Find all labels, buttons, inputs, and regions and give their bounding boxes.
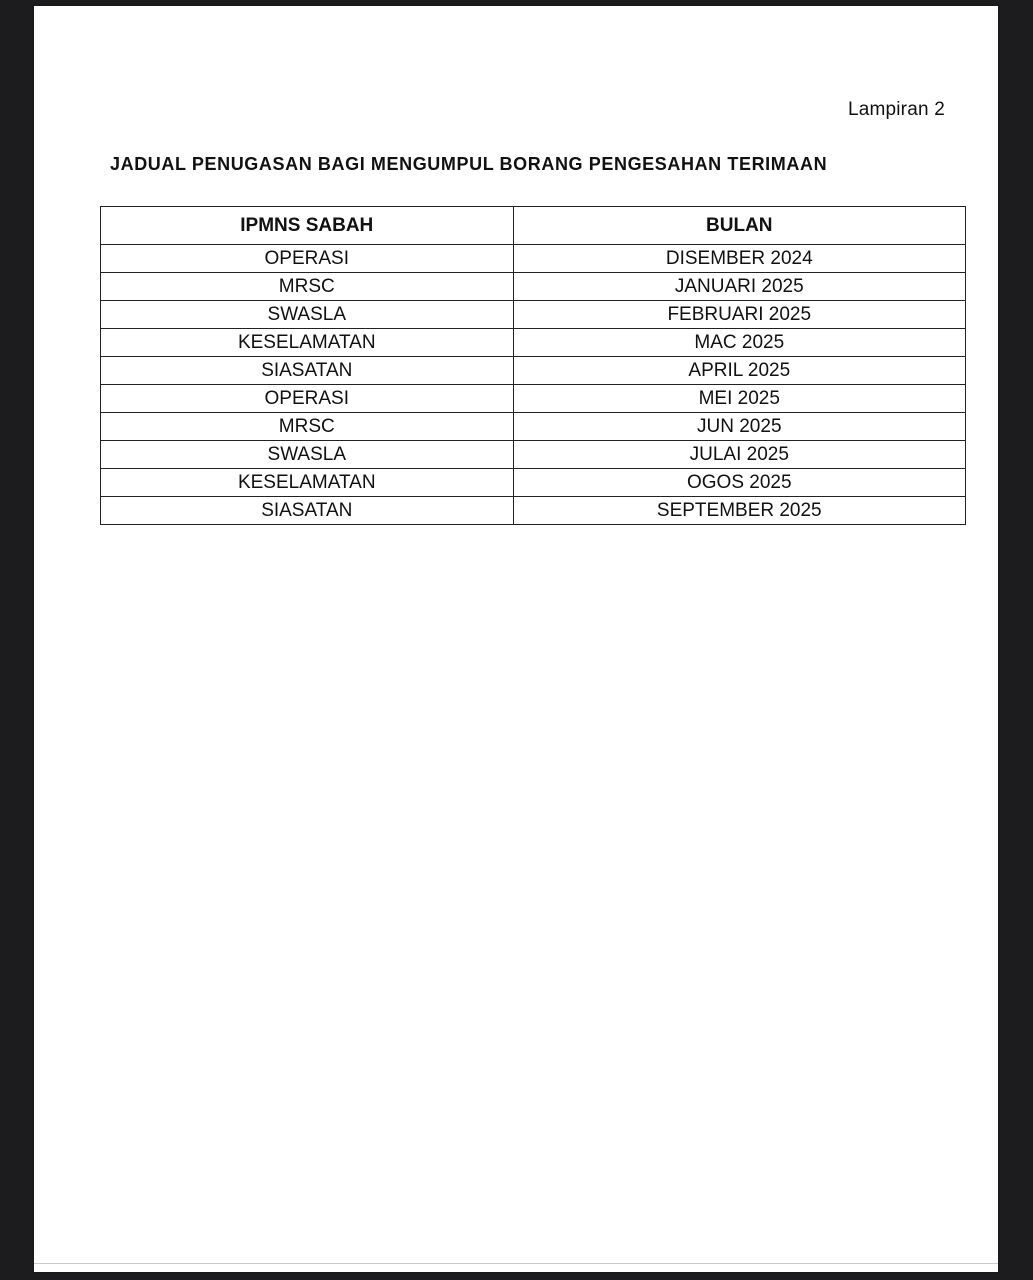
document-page [34, 6, 998, 1272]
unit-cell: SIASATAN [101, 497, 514, 525]
month-cell: MEI 2025 [513, 385, 965, 413]
table-row [101, 497, 966, 525]
unit-cell: SIASATAN [101, 357, 514, 385]
unit-cell: MRSC [101, 273, 514, 301]
unit-cell: SWASLA [101, 301, 514, 329]
month-cell: JULAI 2025 [513, 441, 965, 469]
unit-cell: OPERASI [101, 245, 514, 273]
table-row [101, 385, 966, 413]
month-cell: MAC 2025 [513, 329, 965, 357]
table-row [101, 329, 966, 357]
table-row [101, 357, 966, 385]
month-cell: OGOS 2025 [513, 469, 965, 497]
column-header-unit: IPMNS SABAH [101, 207, 514, 245]
unit-cell: OPERASI [101, 385, 514, 413]
table-row [101, 413, 966, 441]
document-title: JADUAL PENUGASAN BAGI MENGUMPUL BORANG PENGESAHAN TERIMAAN [110, 154, 828, 174]
month-cell: FEBRUARI 2025 [513, 301, 965, 329]
table-row [101, 441, 966, 469]
schedule-table [100, 206, 966, 525]
unit-cell: SWASLA [101, 441, 514, 469]
unit-cell: KESELAMATAN [101, 469, 514, 497]
table-row [101, 469, 966, 497]
table-row [101, 301, 966, 329]
table-row [101, 273, 966, 301]
unit-cell: MRSC [101, 413, 514, 441]
column-header-month: BULAN [513, 207, 965, 245]
unit-cell: KESELAMATAN [101, 329, 514, 357]
month-cell: JUN 2025 [513, 413, 965, 441]
month-cell: SEPTEMBER 2025 [513, 497, 965, 525]
month-cell: APRIL 2025 [513, 357, 965, 385]
month-cell: JANUARI 2025 [513, 273, 965, 301]
annex-label: Lampiran 2 [847, 99, 945, 120]
table-row [101, 245, 966, 273]
month-cell: DISEMBER 2024 [513, 245, 965, 273]
table-header-row [101, 207, 966, 245]
page-divider [34, 1263, 998, 1264]
